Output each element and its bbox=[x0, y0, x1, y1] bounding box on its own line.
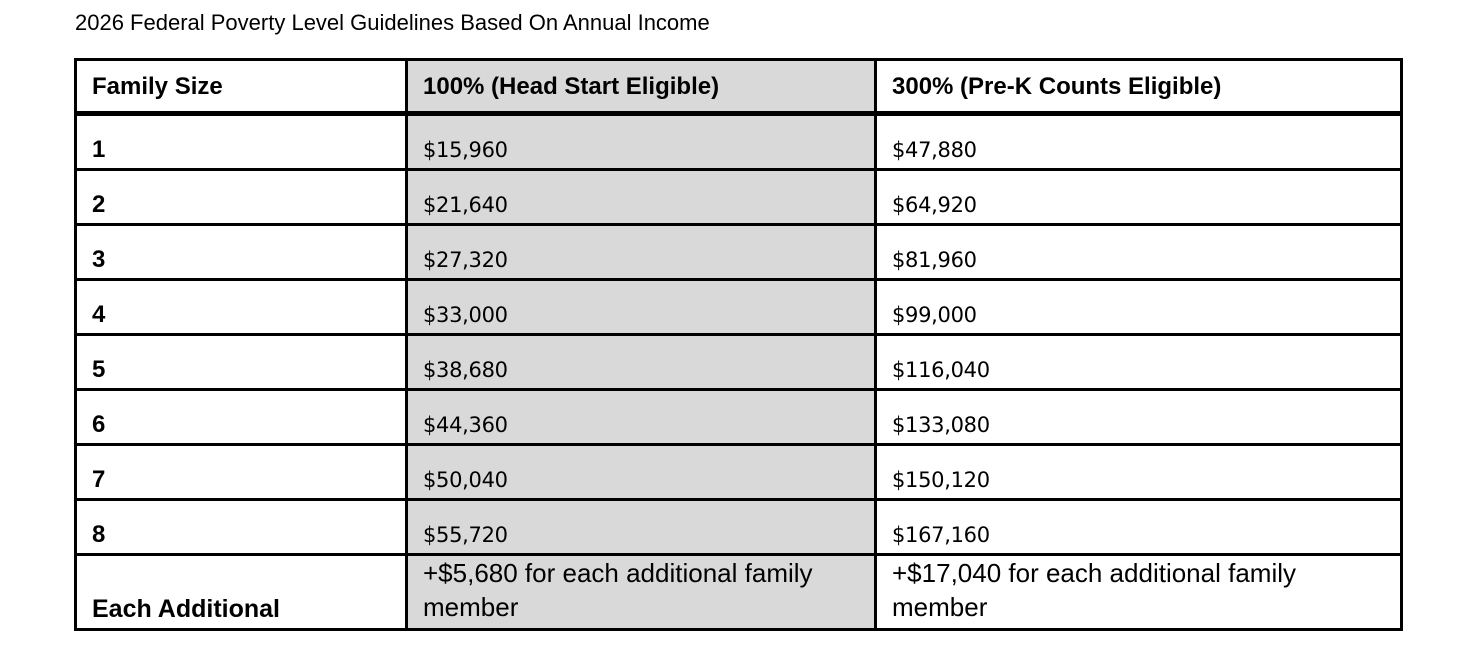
table-row bbox=[76, 390, 1402, 445]
header-pre-k: 300% (Pre-K Counts Eligible) bbox=[876, 60, 1402, 114]
family-size-cell: 5 bbox=[76, 335, 407, 390]
family-size-cell: 6 bbox=[76, 390, 407, 445]
head-start-amount-cell: $27,320 bbox=[407, 225, 876, 280]
header-head-start: 100% (Head Start Eligible) bbox=[407, 60, 876, 114]
head-start-amount-cell: $21,640 bbox=[407, 170, 876, 225]
pre-k-amount-cell: $99,000 bbox=[876, 280, 1402, 335]
table-row bbox=[76, 280, 1402, 335]
family-size-cell: 7 bbox=[76, 445, 407, 500]
head-start-amount-cell: $15,960 bbox=[407, 114, 876, 170]
family-size-cell: 2 bbox=[76, 170, 407, 225]
poverty-guidelines-table bbox=[74, 58, 1403, 631]
family-size-cell: 4 bbox=[76, 280, 407, 335]
head-start-amount-cell: $44,360 bbox=[407, 390, 876, 445]
table-row bbox=[76, 170, 1402, 225]
family-size-cell: 1 bbox=[76, 114, 407, 170]
pre-k-amount-cell: $64,920 bbox=[876, 170, 1402, 225]
document-title: 2026 Federal Poverty Level Guidelines Based On Annual Income bbox=[75, 10, 710, 35]
pre-k-amount-cell: $150,120 bbox=[876, 445, 1402, 500]
header-row bbox=[76, 60, 1402, 114]
pre-k-additional-note: +$17,040 for each additional family member bbox=[876, 555, 1402, 630]
table-header bbox=[76, 60, 1402, 114]
pre-k-amount-cell: $81,960 bbox=[876, 225, 1402, 280]
table-row bbox=[76, 445, 1402, 500]
table-row bbox=[76, 225, 1402, 280]
table-row bbox=[76, 335, 1402, 390]
family-size-cell: 8 bbox=[76, 500, 407, 555]
each-additional-label: Each Additional bbox=[76, 555, 407, 630]
head-start-amount-cell: $50,040 bbox=[407, 445, 876, 500]
head-start-amount-cell: $55,720 bbox=[407, 500, 876, 555]
head-start-additional-note: +$5,680 for each additional family member bbox=[407, 555, 876, 630]
additional-member-row bbox=[76, 555, 1402, 630]
pre-k-amount-cell: $167,160 bbox=[876, 500, 1402, 555]
head-start-amount-cell: $33,000 bbox=[407, 280, 876, 335]
table-body bbox=[76, 114, 1402, 630]
header-family-size: Family Size bbox=[76, 60, 407, 114]
head-start-amount-cell: $38,680 bbox=[407, 335, 876, 390]
pre-k-amount-cell: $47,880 bbox=[876, 114, 1402, 170]
table-row bbox=[76, 114, 1402, 170]
table-row bbox=[76, 500, 1402, 555]
family-size-cell: 3 bbox=[76, 225, 407, 280]
pre-k-amount-cell: $116,040 bbox=[876, 335, 1402, 390]
pre-k-amount-cell: $133,080 bbox=[876, 390, 1402, 445]
